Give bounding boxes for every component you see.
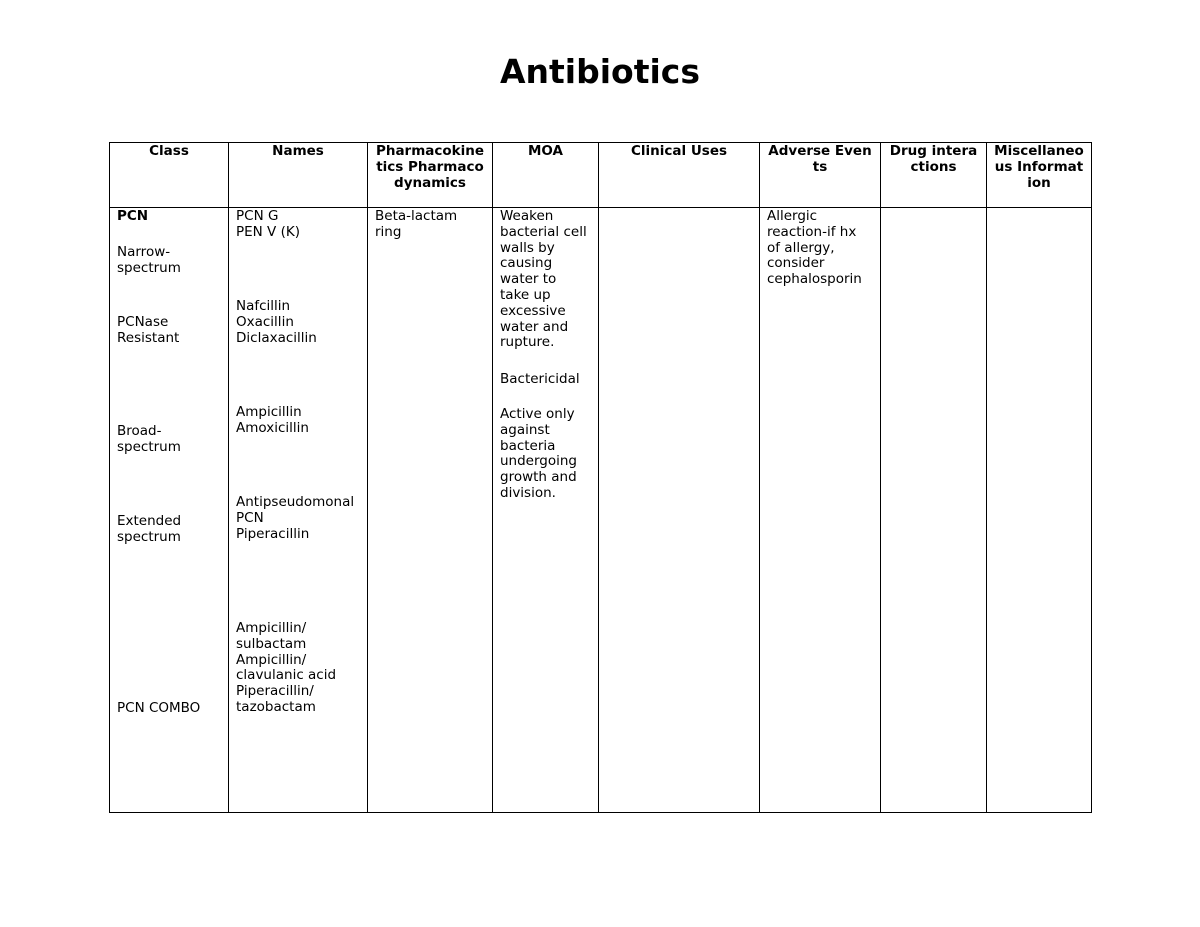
names-extended: Antipseudomonal PCN Piperacillin (236, 494, 355, 542)
class-combo: PCN COMBO (117, 700, 201, 716)
document-title: Antibiotics (499, 52, 700, 91)
names-pcnase: Nafcillin Oxacillin Diclaxacillin (236, 298, 317, 346)
class-extended: Extended spectrum (117, 513, 182, 545)
header-moa: MOA (493, 143, 599, 208)
table-row (110, 208, 1092, 813)
names-pcn: PCN G PEN V (K) (236, 208, 300, 240)
header-clinical-uses: Clinical Uses (599, 143, 760, 208)
header-names: Names (229, 143, 368, 208)
header-row (110, 143, 1092, 208)
class-pcnase: PCNase Resistant (117, 314, 180, 346)
cell-class (110, 208, 229, 813)
names-broad: Ampicillin Amoxicillin (236, 404, 309, 436)
class-narrow: Narrow- spectrum (117, 244, 181, 276)
cell-moa (493, 208, 599, 813)
header-adverse-events: Adverse Events (760, 143, 881, 208)
cell-clinical-uses (599, 208, 760, 813)
antibiotics-table (109, 142, 1092, 813)
pharmacokinetics-text: Beta-lactam ring (375, 208, 458, 240)
cell-misc (987, 208, 1092, 813)
cell-names (229, 208, 368, 813)
cell-pharmacokinetics (368, 208, 493, 813)
header-pharmacokinetics: Pharmacokinetics Pharmacodynamics (368, 143, 493, 208)
class-broad: Broad- spectrum (117, 423, 181, 455)
moa-type: Bactericidal (500, 371, 580, 387)
moa-activity: Active only against bacteria undergoing growth and division. (500, 406, 578, 501)
header-class: Class (110, 143, 229, 208)
moa-mechanism: Weaken bacterial cell walls by causing water to take up excessive water and rupture. (500, 208, 587, 351)
header-misc: Miscellaneous Information (987, 143, 1092, 208)
class-pcn: PCN (117, 208, 149, 224)
cell-drug-interactions (881, 208, 987, 813)
names-combo: Ampicillin/ sulbactam Ampicillin/ clavulanic acid Piperacillin/ tazobactam (236, 620, 337, 715)
adverse-events-text: Allergic reaction-if hx of allergy, consider cephalosporin (767, 208, 862, 288)
header-drug-interactions: Drug interactions (881, 143, 987, 208)
cell-adverse-events (760, 208, 881, 813)
